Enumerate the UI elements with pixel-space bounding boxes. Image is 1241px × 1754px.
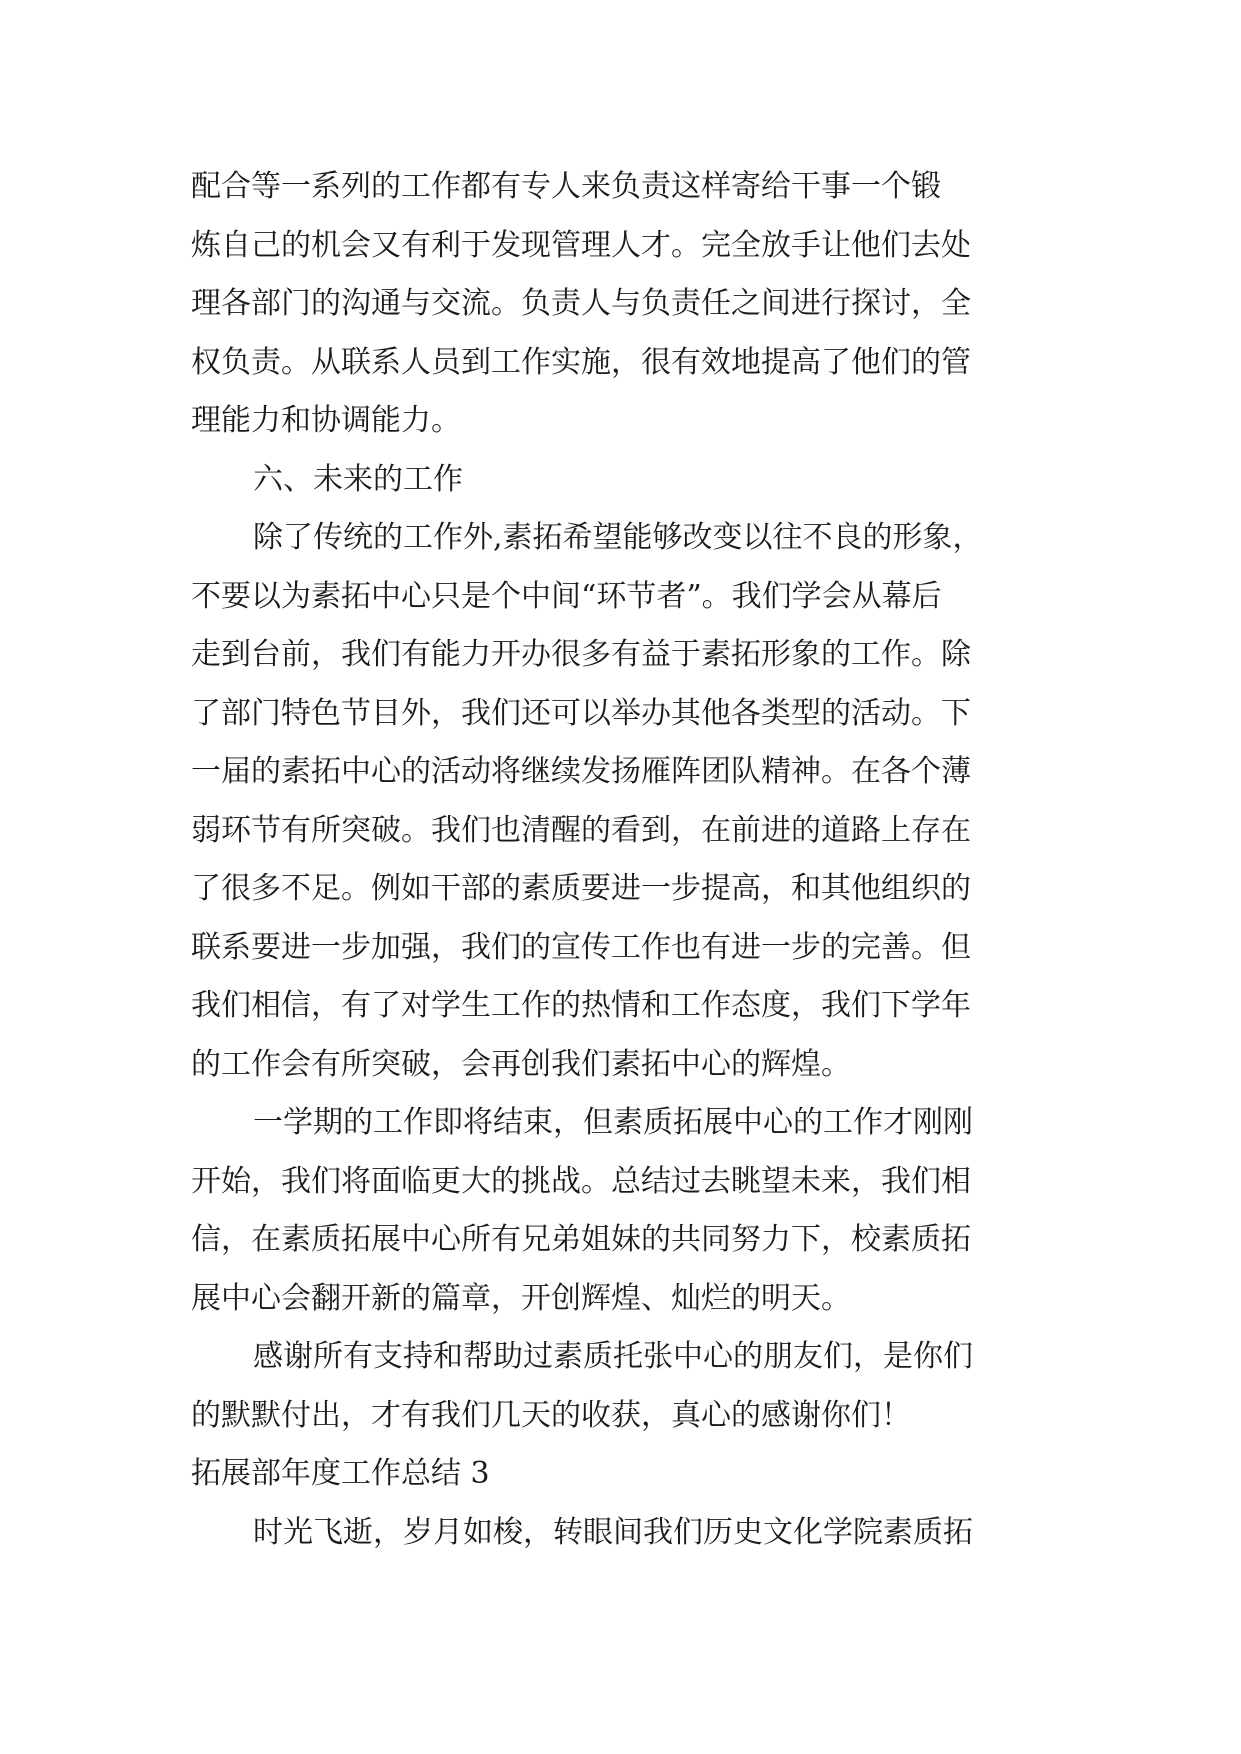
paragraph-line: 开始，我们将面临更大的挑战。总结过去眺望未来，我们相 (191, 1163, 971, 1199)
paragraph-line: 一届的素拓中心的活动将继续发扬雁阵团队精神。在各个薄 (191, 754, 971, 789)
paragraph-line: 时光飞逝，岁月如梭，转眼间我们历史文化学院素质拓 (253, 1514, 973, 1550)
document-title: 拓展部年度工作总结 3 (191, 1456, 490, 1491)
document-page (191, 158, 1059, 1562)
paragraph-line: 了部门特色节目外，我们还可以举办其他各类型的活动。下 (191, 695, 971, 731)
paragraph-line: 理各部门的沟通与交流。负责人与负责任之间进行探讨，全 (191, 286, 971, 321)
paragraph-line: 炼自己的机会又有利于发现管理人才。完全放手让他们去处 (191, 227, 971, 263)
paragraph-line: 一学期的工作即将结束，但素质拓展中心的工作才刚刚 (253, 1105, 973, 1140)
paragraph-line: 展中心会翻开新的篇章，开创辉煌、灿烂的明天。 (191, 1280, 851, 1316)
paragraph-line: 的工作会有所突破，会再创我们素拓中心的辉煌。 (191, 1046, 851, 1082)
paragraph-line: 配合等一系列的工作都有专人来负责这样寄给干事一个锻 (191, 169, 941, 204)
paragraph-line: 信，在素质拓展中心所有兄弟姐妹的共同努力下，校素质拓 (191, 1222, 971, 1257)
paragraph-line: 联系要进一步加强，我们的宣传工作也有进一步的完善。但 (191, 929, 971, 965)
paragraph-line: 感谢所有支持和帮助过素质托张中心的朋友们，是你们 (253, 1339, 973, 1374)
section-heading: 六、未来的工作 (253, 461, 463, 497)
paragraph-line: 弱环节有所突破。我们也清醒的看到，在前进的道路上存在 (191, 812, 971, 848)
paragraph-line: 除了传统的工作外,素拓希望能够改变以往不良的形象， (253, 520, 983, 555)
paragraph-line: 了很多不足。例如干部的素质要进一步提高，和其他组织的 (191, 871, 971, 906)
paragraph-line: 的默默付出，才有我们几天的收获，真心的感谢你们！ (191, 1397, 911, 1433)
paragraph-line: 理能力和协调能力。 (191, 403, 461, 438)
paragraph-line: 走到台前，我们有能力开办很多有益于素拓形象的工作。除 (191, 637, 971, 672)
paragraph-line: 我们相信，有了对学生工作的热情和工作态度，我们下学年 (191, 988, 971, 1023)
paragraph-line: 权负责。从联系人员到工作实施，很有效地提高了他们的管 (191, 344, 971, 380)
paragraph-line: 不要以为素拓中心只是个中间“环节者”。我们学会从幕后 (191, 578, 942, 614)
